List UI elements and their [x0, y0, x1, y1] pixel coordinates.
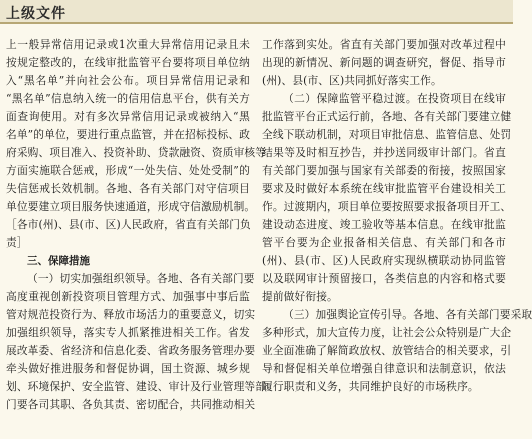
- text-line: 管平台要为企业报备相关信息、有关部门和各市: [262, 236, 506, 249]
- text-line: （一）切实加强组织领导。各地、各有关部门要: [27, 272, 255, 285]
- text-line: 结果等及时相互抄告，并抄送同级审计部门。省直: [262, 146, 506, 159]
- right-paragraph-1: [262, 36, 506, 90]
- text-line: 责］: [6, 236, 28, 249]
- text-line: 全线下联动机制，对项目审批信息、监管信息、处罚: [262, 128, 512, 141]
- text-line: 门要各司其职、各负其责、密切配合，共同推动相关: [6, 398, 256, 411]
- right-column: [262, 36, 532, 396]
- text-line: “黑名单”信息纳入统一的信用信息平台，供有关方: [6, 92, 250, 105]
- text-line: ［各市(州)、县(市、区)人民政府，省直有关部门负: [6, 218, 251, 231]
- text-line: (州)、县(市、区)人民政府实现纵横联动协同监管: [262, 254, 506, 267]
- text-line: 出现的新情况、新问题的调查研究，督促、指导市: [262, 56, 506, 69]
- header-title: 上级文件: [6, 6, 66, 22]
- text-line: 入“黑名单”并向社会公布。项目异常信用记录和: [6, 74, 250, 87]
- text-line: （三）加强舆论宣传引导。各地、各有关部门要采取: [283, 308, 532, 321]
- text-line: 加强组织领导，落实专人抓紧推进相关工作。省发: [6, 326, 250, 339]
- text-line: 要求及时做好本系统在线审批监管平台建设相关工: [262, 182, 506, 195]
- text-line: 批监管平台正式运行前，各地、各有关部门要建立健: [262, 110, 512, 123]
- text-line: （二）保障监管平稳过渡。在投资项目在线审: [283, 92, 506, 105]
- left-column: [6, 36, 267, 414]
- text-line: 划、环境保护、安全监管、建设、审计及行业管理等部: [6, 380, 267, 393]
- text-line: 以及联网审计预留接口，各类信息的内容和格式要: [262, 272, 506, 285]
- text-line: 名单”的单位，要进行重点监管，并在招标投标、政: [6, 128, 251, 141]
- text-line: 导和督促相关单位增强自律意识和法制意识，依法: [262, 362, 506, 375]
- left-paragraph-1: [6, 36, 267, 252]
- left-paragraph-2: [6, 270, 267, 414]
- text-line: 有关部门要加强与国家有关部委的衔接，按照国家: [262, 164, 506, 177]
- text-line: 上一般异常信用记录或1次重大异常信用记录且未: [6, 38, 250, 51]
- text-line: 工作落到实处。省直有关部门要加强对改革过程中: [262, 38, 506, 51]
- text-line: 作。过渡期内，项目单位要按照要求报备项目开工、: [262, 200, 512, 213]
- text-line: 府采购、项目准入、投资补助、贷款融资、资质审核等: [6, 146, 267, 159]
- text-line: 单位要建立项目服务快速通道，形成守信激励机制。: [6, 200, 256, 213]
- text-line: 多种形式，加大宣传力度，让社会公众特别是广大企: [262, 326, 512, 339]
- text-line: 失信惩戒长效机制。各地、各有关部门对守信项目: [6, 182, 250, 195]
- text-line: (州)、县(市、区)共同抓好落实工作。: [262, 74, 442, 87]
- text-line: 管对规范投资行为、释放市场活力的重要意义，切实: [6, 308, 256, 321]
- text-line: 展改革委、省经济和信息化委、省政务服务管理办要: [6, 344, 256, 357]
- text-line: 方面实施联合惩戒，形成“一处失信、处处受制”的: [6, 164, 250, 177]
- right-paragraph-3: [262, 306, 532, 396]
- text-line: 面查询使用。对有多次异常信用记录或被纳入“黑: [6, 110, 250, 123]
- text-line: 提前做好衔接。: [262, 290, 338, 303]
- text-line: 牵头做好推进服务和督促协调，国土资源、城乡规: [6, 362, 250, 375]
- header-bar: [0, 0, 513, 24]
- text-line: 建设动态进度、竣工验收等基本信息。在线审批监: [262, 218, 506, 231]
- text-line: 履行职责和义务，共同维护良好的市场秩序。: [262, 380, 479, 393]
- right-paragraph-2: [262, 90, 512, 306]
- text-line: 按规定整改的，在线审批监管平台要将项目单位纳: [6, 56, 250, 69]
- text-line: 高度重视创新投资项目管理方式、加强事中事后监: [6, 290, 250, 303]
- text-line: 业全面准确了解简政放权、放管结合的相关要求，引: [262, 344, 512, 357]
- section-heading: 三、保障措施: [27, 255, 90, 267]
